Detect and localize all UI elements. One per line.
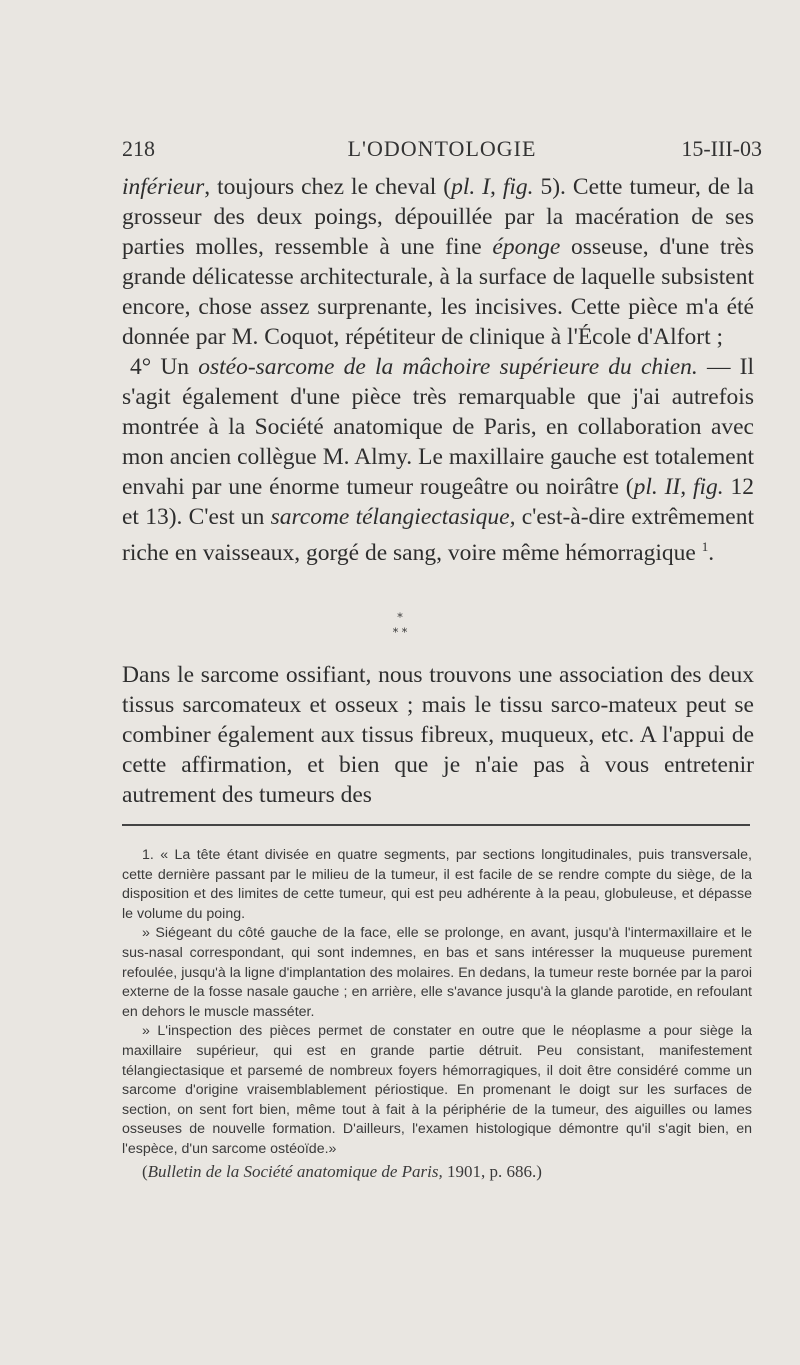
text-run: , toujours chez le cheval (: [204, 174, 452, 200]
italic-text: éponge: [492, 234, 561, 260]
footnote: » Siégeant du côté gauche de la face, elle se prolonge, en avant, jusqu'à l'intermaxillaire et le sus-nasal correspondant, qui sont indemnes, en bas et sans intéresser la muqueuse purement refoulée, jusqu'à la ligne d'implantation des molaires. En dedans, la tumeur reste bornée par la paroi externe de la fosse nasale gauche ; en arrière, elle s'avance jusqu'à la glande parotide, en refoulant en dehors le muscle masséter.: [122, 925, 752, 1020]
paragraph: [122, 172, 754, 352]
footnote-rule: [122, 824, 750, 826]
page-number: 218: [122, 136, 155, 161]
journal-title: L'ODONTOLOGIE: [347, 136, 537, 161]
text-run: 5). Cette tumeur, de la grosseur des deux poings, dépouillée par la macération de ses parties molles, ressemble à une fine: [122, 174, 754, 260]
footnotes: [122, 846, 752, 1181]
italic-text: Bulletin de la Société anatomique de Paris,: [147, 1161, 443, 1181]
italic-text: inférieur: [122, 174, 205, 200]
text-run: c'est-à-dire extrêmement riche en vaisseaux, gorgé de sang, voire même hémorragique: [122, 504, 754, 566]
text-run: — Il s'agit également d'une pièce très remarquable que j'ai autrefois montrée à la Société anatomique de Paris, en collaboration avec mon ancien collègue M. Almy. Le maxillaire gauche est totalement envahi par une énorme tumeur rougeâtre ou noirâtre (: [122, 354, 754, 500]
section-separator: [0, 612, 800, 638]
text-run: (: [142, 1161, 148, 1181]
main-text-continued: [122, 660, 754, 810]
separator-star: *: [397, 611, 403, 624]
footnote: 1. « La tête étant divisée en quatre segments, par sections longitudinales, puis transversale, cette dernière passant par le milieu de la tumeur, il est facile de se rendre compte du siège, de la disposition et des limites de cette tumeur, qui est peu adhérente à la peau, globuleuse, et dépasse le volume du poing.: [122, 847, 752, 922]
italic-text: ostéo-sarcome de la mâchoire supérieure du chien.: [198, 354, 698, 380]
text-run: 12 et 13). C'est un: [122, 474, 754, 530]
italic-text: pl. I, fig.: [451, 174, 534, 200]
main-text: [122, 172, 754, 568]
separator-stars: * *: [392, 626, 408, 639]
text-run: osseuse, d'une très grande délicatesse architecturale, à la surface de laquelle subsistent encore, chose assez surprenante, les incisives. Cette pièce m'a été donnée par M. Coquot, répétiteur de clinique à l'École d'Alfort ;: [122, 234, 754, 350]
text-run: .: [708, 539, 715, 566]
paragraph: [122, 352, 754, 568]
italic-text: pl. II, fig.: [633, 474, 724, 500]
issue-date: 15-III-03: [681, 136, 762, 161]
citation: [122, 1162, 752, 1182]
footnote: » L'inspection des pièces permet de constater en outre que le néoplasme a pour siège la maxillaire supérieur, qui est en grande partie détruit. Peu consistant, manifestement télangiectasique et parsemé de nombreux foyers hémorragiques, il doit être considéré comme un sarcome d'origine vraisemblablement périostique. En promenant le doigt sur les surfaces de section, on sent fort bien, même tout à fait à la périphérie de la tumeur, des aiguilles ou lames osseuses de nouvelle formation. D'ailleurs, l'examen histologique démontre qu'il s'agit bien, en l'espèce, d'un sarcome ostéoïde.»: [122, 1023, 752, 1157]
footnote-ref: 1: [701, 539, 709, 554]
text-run: 4° Un: [130, 354, 199, 380]
text-run: 1901, p. 686.): [442, 1161, 542, 1181]
italic-text: sarcome télangiectasique,: [270, 504, 516, 530]
paragraph: Dans le sarcome ossifiant, nous trouvons une association des deux tissus sarcomateux et osseux ; mais le tissu sarco-mateux peut se combiner également aux tissus fibreux, muqueux, etc. A l'appui de cette affirmation, et bien que je n'aie pas à vous entretenir autrement des tumeurs des: [122, 662, 754, 808]
